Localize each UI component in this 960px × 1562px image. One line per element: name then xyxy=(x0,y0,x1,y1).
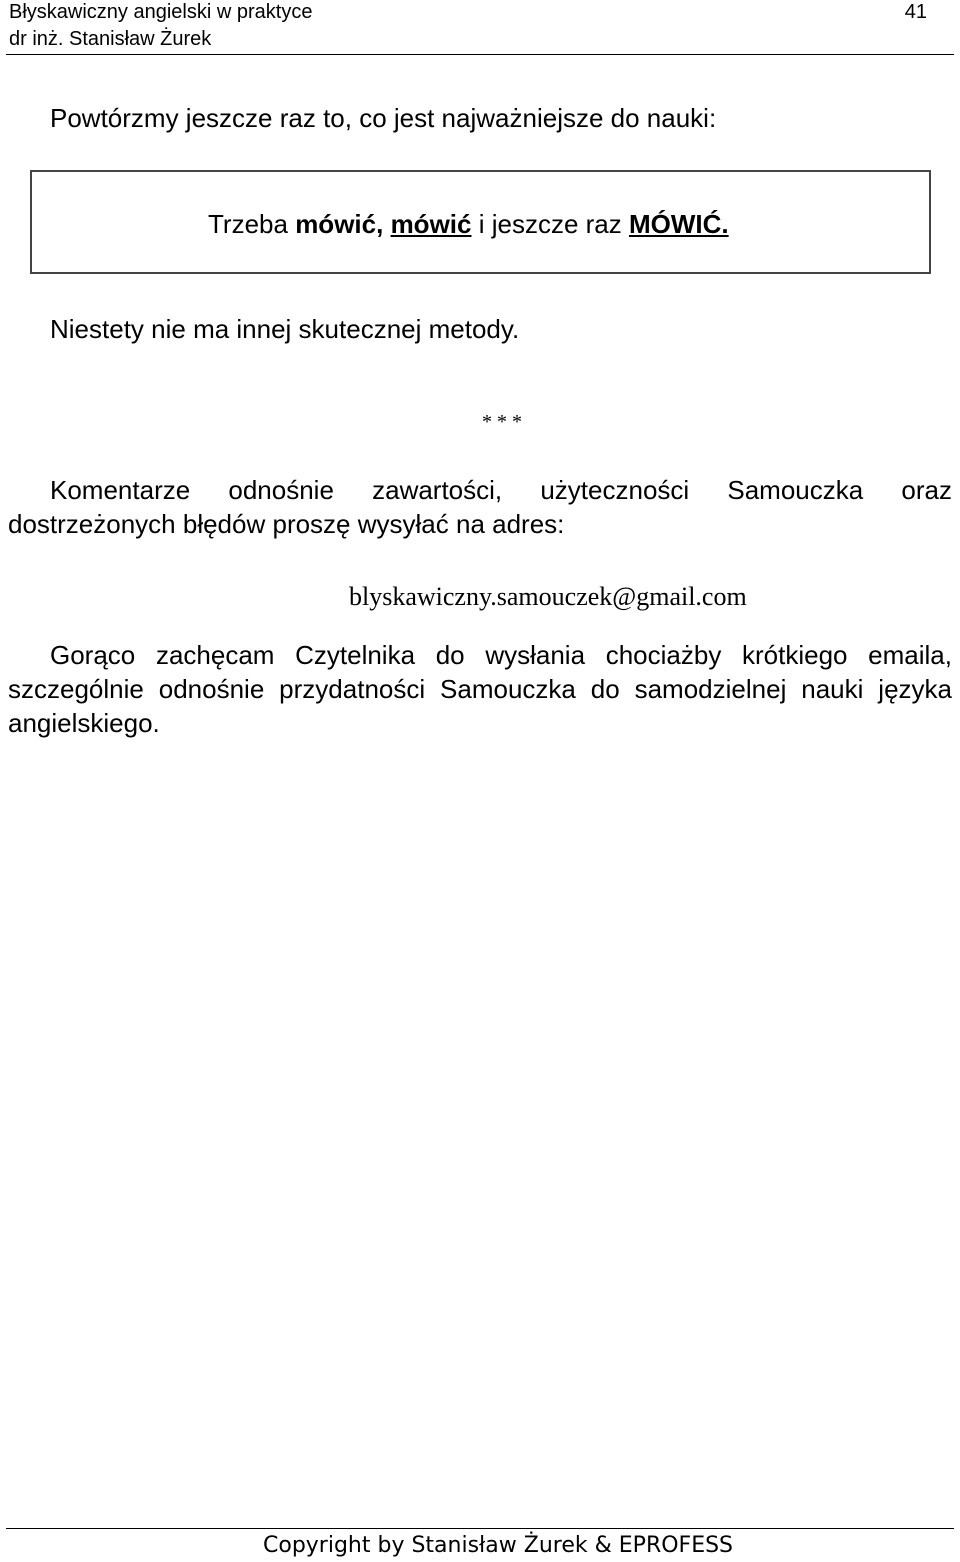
comments-text: Komentarze odnośnie zawartości, użyteczności Samouczka oraz dostrzeżonych błędów proszę wysyłać na adres: xyxy=(8,475,952,539)
highlight-word-1: mówić, xyxy=(295,209,384,239)
contact-email: blyskawiczny.samouczek@gmail.com xyxy=(349,582,747,611)
page-header xyxy=(6,0,954,55)
highlight-line xyxy=(208,207,729,241)
book-title: Błyskawiczny angielski w praktyce xyxy=(9,1,313,23)
encouragement-paragraph xyxy=(8,638,952,740)
highlight-word-3: MÓWIĆ. xyxy=(628,209,729,239)
niestety-paragraph: Niestety nie ma innej skutecznej metody. xyxy=(50,314,520,344)
section-separator: * * * xyxy=(482,411,522,433)
page-footer xyxy=(6,1528,954,1558)
page-number: 41 xyxy=(904,1,927,23)
highlight-box xyxy=(30,170,931,274)
highlight-word-2: mówić xyxy=(390,209,472,239)
highlight-middle: i jeszcze raz xyxy=(471,209,629,239)
highlight-prefix: Trzeba xyxy=(208,209,296,239)
copyright-text: Copyright by Stanisław Żurek & EPROFESS xyxy=(263,1533,734,1558)
intro-paragraph: Powtórzmy jeszcze raz to, co jest najważniejsze do nauki: xyxy=(50,103,717,133)
author-name: dr inż. Stanisław Żurek xyxy=(9,28,212,50)
comments-paragraph xyxy=(8,473,952,541)
encouragement-text: Gorąco zachęcam Czytelnika do wysłania chociażby krótkiego emaila, szczególnie odnośnie przydatności Samouczka do samodzielnej nauki języka angielskiego. xyxy=(8,640,952,738)
